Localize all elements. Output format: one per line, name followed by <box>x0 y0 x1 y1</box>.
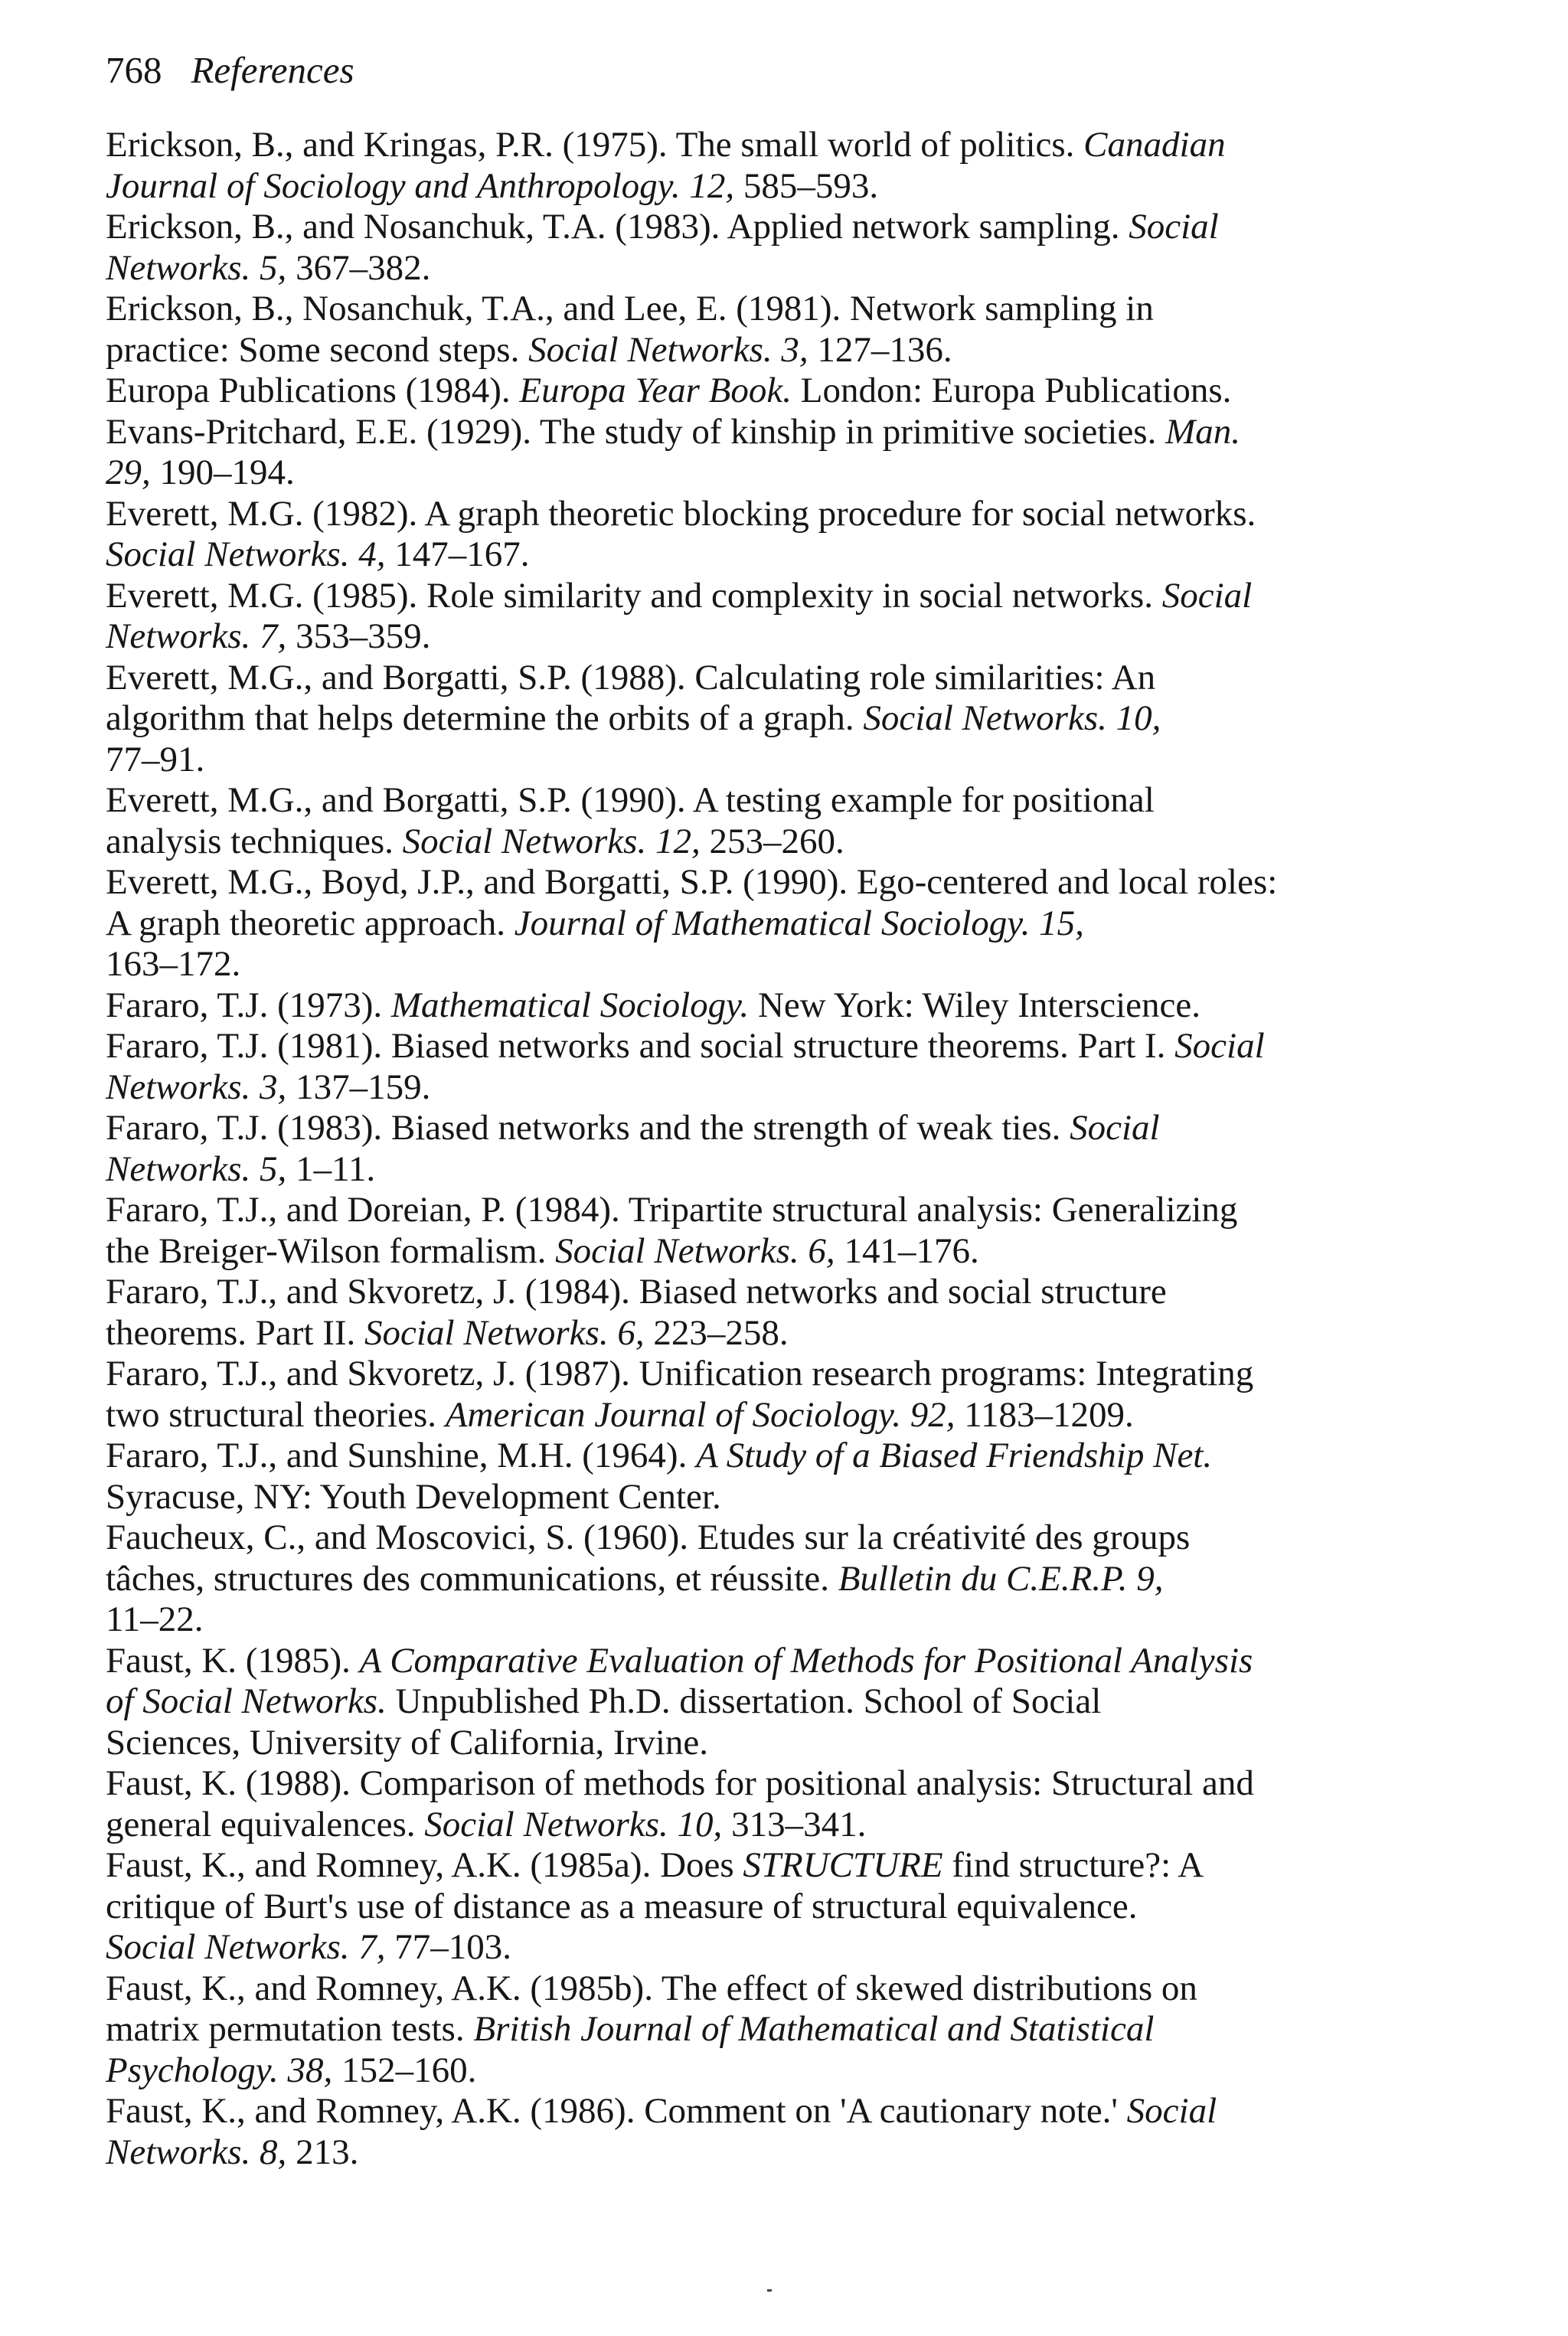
reference-entry <box>106 576 1361 658</box>
reference-italic-text: Networks. 8, <box>106 2132 287 2172</box>
reference-italic-text: Social Networks. 4, <box>106 534 386 574</box>
reference-entry <box>106 1641 1361 1764</box>
reference-entry <box>106 412 1361 494</box>
reference-text: Faust, K., and Romney, A.K. (1985a). Does <box>106 1845 743 1885</box>
reference-text: tâches, structures des communications, et réussite. <box>106 1558 838 1599</box>
reference-first-line <box>106 1640 1361 1682</box>
reference-text: 313–341. <box>722 1804 867 1844</box>
reference-entry <box>106 1026 1361 1108</box>
reference-text: 147–167. <box>385 534 530 574</box>
reference-italic-text: A Study of a Biased Friendship Net. <box>696 1436 1213 1475</box>
reference-text: Everett, M.G. (1985). Role similarity and complexity in social networks. <box>106 575 1162 616</box>
reference-italic-text: Bulletin du C.E.R.P. 9, <box>838 1558 1164 1599</box>
reference-italic-text: Psychology. 38, <box>106 2050 333 2090</box>
reference-entry <box>106 1763 1361 1845</box>
reference-italic-text: American Journal of Sociology. 92, <box>445 1394 956 1435</box>
reference-first-line <box>106 1763 1361 1805</box>
reference-continuation-line <box>106 616 1361 658</box>
reference-italic-text: Social Networks. 6, <box>364 1312 645 1353</box>
reference-continuation-line <box>106 1599 1361 1641</box>
reference-continuation-line <box>106 1681 1361 1723</box>
reference-text: 163–172. <box>106 944 241 984</box>
reference-italic-text: Mathematical Sociology. <box>390 985 750 1025</box>
reference-continuation-line <box>106 1722 1361 1764</box>
reference-text: Fararo, T.J. (1973). <box>106 985 391 1025</box>
reference-text: Everett, M.G., Boyd, J.P., and Borgatti, S.P. (1990). Ego-centered and local roles: <box>106 862 1278 902</box>
reference-first-line <box>106 1190 1361 1231</box>
reference-text: Fararo, T.J., and Doreian, P. (1984). Tripartite structural analysis: Generalizing <box>106 1190 1238 1230</box>
reference-italic-text: British Journal of Mathematical and Statistical <box>473 2009 1155 2049</box>
reference-text: general equivalences. <box>106 1804 425 1844</box>
reference-text: 1–11. <box>286 1148 376 1189</box>
running-head <box>106 47 354 93</box>
reference-italic-text: A Comparative Evaluation of Methods for Positional Analysis <box>359 1640 1253 1681</box>
reference-italic-text: Networks. 7, <box>106 616 287 656</box>
reference-italic-text: Social Networks. 10, <box>863 698 1161 738</box>
reference-entry <box>106 862 1361 985</box>
reference-text: 141–176. <box>835 1230 979 1271</box>
reference-text: 127–136. <box>808 329 952 370</box>
reference-continuation-line <box>106 1476 1361 1518</box>
reference-continuation-line <box>106 1312 1361 1354</box>
reference-entry <box>106 494 1361 576</box>
reference-continuation-line <box>106 1394 1361 1436</box>
reference-continuation-line <box>106 247 1361 289</box>
reference-text: theorems. Part II. <box>106 1312 365 1353</box>
reference-text: 213. <box>286 2132 359 2172</box>
page-number: 768 <box>106 49 162 91</box>
reference-entry <box>106 125 1361 207</box>
reference-text: A graph theoretic approach. <box>106 903 514 943</box>
reference-text: Fararo, T.J., and Skvoretz, J. (1987). Unification research programs: Integrating <box>106 1354 1254 1393</box>
reference-italic-text: Journal of Mathematical Sociology. 15, <box>514 903 1084 943</box>
reference-first-line <box>106 1272 1361 1313</box>
reference-text: London: Europa Publications. <box>791 371 1232 410</box>
reference-text: 1183–1209. <box>955 1394 1134 1435</box>
reference-text: 77–91. <box>106 739 205 779</box>
reference-text: Faucheux, C., and Moscovici, S. (1960). Etudes sur la créativité des groups <box>106 1518 1191 1557</box>
reference-first-line <box>106 1845 1361 1887</box>
reference-text: Faust, K. (1985). <box>106 1640 360 1681</box>
reference-continuation-line <box>106 2132 1361 2174</box>
reference-text: Sciences, University of California, Irvine. <box>106 1722 709 1763</box>
reference-italic-text: Social Networks. 7, <box>106 1927 386 1967</box>
reference-italic-text: Networks. 5, <box>106 1148 287 1189</box>
reference-entry <box>106 1108 1361 1190</box>
reference-text: 137–159. <box>286 1067 431 1107</box>
reference-entry <box>106 207 1361 289</box>
reference-text: the Breiger-Wilson formalism. <box>106 1230 556 1271</box>
reference-entry <box>106 1845 1361 1968</box>
reference-italic-text: STRUCTURE <box>743 1845 943 1885</box>
reference-continuation-line <box>106 1558 1361 1600</box>
reference-first-line <box>106 1026 1361 1067</box>
reference-first-line <box>106 1518 1361 1559</box>
reference-first-line <box>106 207 1361 248</box>
reference-first-line <box>106 780 1361 822</box>
reference-first-line <box>106 1968 1361 2010</box>
reference-first-line <box>106 657 1361 699</box>
reference-text: matrix permutation tests. <box>106 2009 474 2049</box>
section-title: References <box>191 49 354 91</box>
reference-text: New York: Wiley Interscience. <box>749 985 1201 1025</box>
reference-first-line <box>106 1436 1361 1477</box>
reference-italic-text: Social <box>1174 1026 1265 1066</box>
reference-first-line <box>106 1108 1361 1149</box>
reference-italic-text: Social Networks. 10, <box>424 1804 723 1844</box>
reference-entry <box>106 289 1361 371</box>
reference-text: 367–382. <box>286 247 431 288</box>
reference-first-line <box>106 289 1361 330</box>
reference-text: 223–258. <box>644 1312 789 1353</box>
reference-text: 190–194. <box>150 452 295 492</box>
reference-italic-text: Europa Year Book. <box>519 371 792 410</box>
reference-text: Erickson, B., and Nosanchuk, T.A. (1983). Applied network sampling. <box>106 207 1129 247</box>
reference-italic-text: Social <box>1129 207 1219 247</box>
reference-text: Fararo, T.J., and Sunshine, M.H. (1964). <box>106 1436 697 1475</box>
reference-entry <box>106 985 1361 1027</box>
reference-continuation-line <box>106 739 1361 781</box>
reference-continuation-line <box>106 821 1361 863</box>
reference-entry <box>106 1968 1361 2092</box>
reference-text: 585–593. <box>734 165 879 206</box>
reference-italic-text: of Social Networks. <box>106 1681 387 1721</box>
reference-text: two structural theories. <box>106 1394 446 1435</box>
reference-text: Everett, M.G. (1982). A graph theoretic blocking procedure for social networks. <box>106 493 1256 534</box>
reference-italic-text: Networks. 5, <box>106 247 287 288</box>
reference-entry <box>106 1518 1361 1641</box>
reference-entry <box>106 371 1361 412</box>
reference-italic-text: Social <box>1161 575 1253 616</box>
reference-text: Faust, K., and Romney, A.K. (1985b). The effect of skewed distributions on <box>106 1968 1197 2008</box>
reference-continuation-line <box>106 2009 1361 2050</box>
reference-continuation-line <box>106 944 1361 985</box>
reference-first-line <box>106 411 1361 453</box>
reference-text: Faust, K. (1988). Comparison of methods for positional analysis: Structural and <box>106 1763 1254 1803</box>
reference-continuation-line <box>106 903 1361 945</box>
reference-text: Fararo, T.J. (1981). Biased networks and social structure theorems. Part I. <box>106 1026 1175 1066</box>
reference-text: Erickson, B., and Kringas, P.R. (1975). The small world of politics. <box>106 125 1084 165</box>
reference-entry <box>106 658 1361 781</box>
reference-italic-text: Networks. 3, <box>106 1067 287 1107</box>
reference-italic-text: Canadian <box>1083 125 1226 165</box>
reference-text: Europa Publications (1984). <box>106 371 520 410</box>
reference-continuation-line <box>106 1230 1361 1273</box>
reference-first-line <box>106 2091 1361 2132</box>
reference-italic-text: Social <box>1126 2091 1217 2131</box>
reference-first-line <box>106 575 1361 617</box>
reference-continuation-line <box>106 2050 1361 2092</box>
reference-first-line <box>106 1354 1361 1395</box>
reference-continuation-line <box>106 1927 1361 1968</box>
reference-text: Fararo, T.J., and Skvoretz, J. (1984). Biased networks and social structure <box>106 1272 1167 1312</box>
reference-continuation-line <box>106 329 1361 371</box>
reference-text: algorithm that helps determine the orbits of a graph. <box>106 698 864 738</box>
reference-continuation-line <box>106 1886 1361 1928</box>
reference-italic-text: Social Networks. 12, <box>402 821 701 861</box>
reference-entry <box>106 2091 1361 2173</box>
reference-text: Everett, M.G., and Borgatti, S.P. (1990). A testing example for positional <box>106 780 1155 820</box>
reference-text: 353–359. <box>286 616 431 656</box>
reference-entry <box>106 1354 1361 1436</box>
reference-list <box>106 125 1361 2173</box>
reference-italic-text: Journal of Sociology and Anthropology. 12, <box>106 165 735 206</box>
reference-italic-text: Social <box>1070 1108 1160 1148</box>
reference-text: Unpublished Ph.D. dissertation. School of Social <box>386 1681 1102 1721</box>
reference-first-line <box>106 493 1361 535</box>
reference-continuation-line <box>106 1067 1361 1109</box>
reference-first-line <box>106 862 1361 903</box>
reference-text: Syracuse, NY: Youth Development Center. <box>106 1476 721 1517</box>
reference-entry <box>106 1190 1361 1272</box>
reference-text: 11–22. <box>106 1599 204 1639</box>
reference-entry <box>106 1436 1361 1518</box>
reference-text: critique of Burt's use of distance as a measure of structural equivalence. <box>106 1886 1138 1926</box>
reference-italic-text: Social Networks. 6, <box>555 1230 835 1271</box>
reference-continuation-line <box>106 165 1361 207</box>
reference-text: 77–103. <box>385 1927 512 1967</box>
reference-italic-text: 29, <box>106 452 151 492</box>
reference-first-line <box>106 371 1361 412</box>
reference-text: find structure?: A <box>942 1845 1204 1885</box>
reference-italic-text: Social Networks. 3, <box>528 329 808 370</box>
reference-entry <box>106 780 1361 862</box>
reference-text: 253–260. <box>700 821 844 861</box>
reference-first-line <box>106 125 1361 166</box>
reference-continuation-line <box>106 698 1361 740</box>
reference-italic-text: Man. <box>1165 411 1240 452</box>
reference-text: Faust, K., and Romney, A.K. (1986). Comment on 'A cautionary note.' <box>106 2091 1127 2131</box>
reference-continuation-line <box>106 534 1361 576</box>
reference-first-line <box>106 985 1361 1027</box>
reference-text: practice: Some second steps. <box>106 329 529 370</box>
reference-continuation-line <box>106 452 1361 494</box>
reference-continuation-line <box>106 1804 1361 1846</box>
reference-text: Evans-Pritchard, E.E. (1929). The study of kinship in primitive societies. <box>106 411 1166 452</box>
reference-text: analysis techniques. <box>106 821 403 861</box>
page-end-mark <box>767 2289 772 2292</box>
reference-text: Fararo, T.J. (1983). Biased networks and the strength of weak ties. <box>106 1108 1070 1148</box>
reference-text: Everett, M.G., and Borgatti, S.P. (1988). Calculating role similarities: An <box>106 657 1156 698</box>
reference-entry <box>106 1272 1361 1354</box>
reference-text: Erickson, B., Nosanchuk, T.A., and Lee, E. (1981). Network sampling in <box>106 289 1154 328</box>
reference-continuation-line <box>106 1148 1361 1191</box>
reference-text: 152–160. <box>332 2050 477 2090</box>
